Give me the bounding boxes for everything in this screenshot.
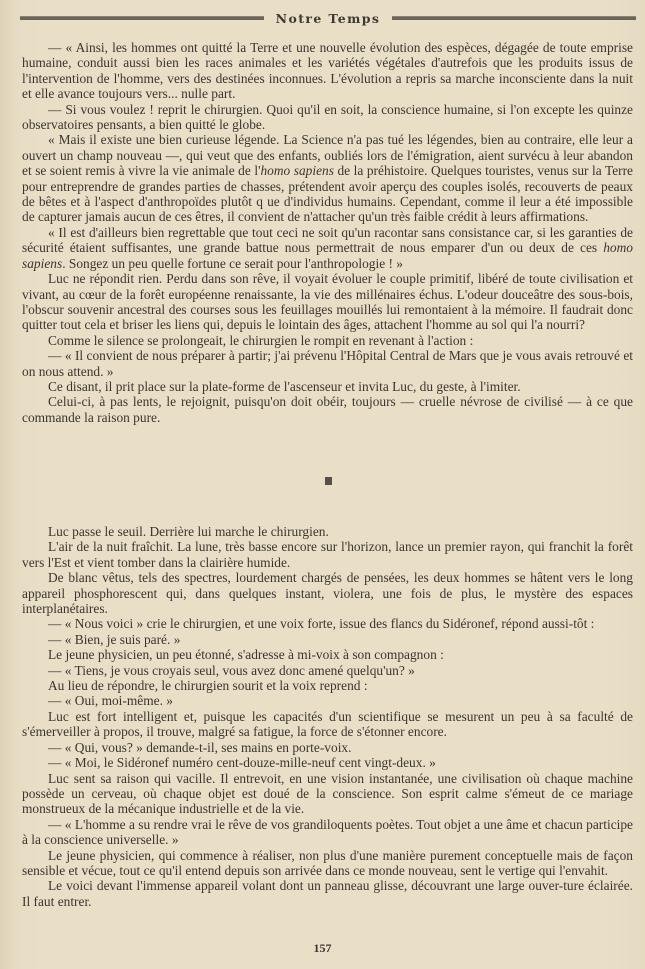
paragraph: Luc passe le seuil. Derrière lui marche le chirurgien. bbox=[48, 524, 329, 539]
running-header bbox=[20, 10, 636, 26]
section-1-text bbox=[22, 40, 633, 425]
paragraph: Le jeune physicien, un peu étonné, s'adresse à mi-voix à son compagnon : bbox=[48, 647, 444, 663]
paragraph: L'air de la nuit fraîchit. La lune, très basse encore sur l'horizon, lance un premier rayon, qui franchit la forêt vers l'Est et vient tomber dans la clairière humide. bbox=[22, 539, 633, 570]
paragraph: — « Il convient de nous préparer à partir; j'ai prévenu l'Hôpital Central de Mars que je vous avais retrouvé et on nous attend. » bbox=[22, 348, 633, 379]
text-run: « Mais il existe une bien curieuse légende. La Science n'a pas tué les légendes, bien au contraire, elle leur a ouvert un champ nouveau —, qui veut que des enfants, oubliés lors de l'émigration, aient survécu à leur abandon et se soient remis à vivre la vie animale de l' bbox=[22, 132, 633, 179]
section-2-text bbox=[22, 524, 633, 909]
paragraph: Au lieu de répondre, le chirurgien sourit et la voix reprend : bbox=[48, 678, 368, 694]
paragraph: Luc ne répondit rien. Perdu dans son rêve, il voyait évoluer le couple primitif, libéré de toute civilisation et vivant, au cœur de la forêt européenne renaissante, la vie des millénaires échus. L'odeur douceâtre des sous-bois, l'obscur souvenir ancestral des courses sous les feuillages mouillés lui remontaient à la mémoire. Il faudrait donc quitter tout cela et briser les liens qui, depuis le lointain des âges, attachent l'homme au sol qui l'a nourri? bbox=[22, 271, 633, 333]
text-run: de la préhistoire. Quelques touristes, venus sur la Terre pour entreprendre de grandes parties de chasses, prétendent avoir aperçu des couples isolés, recouverts de peaux de bêtes et à l'aspect d'anthropoïdes plutôt q ue d'individus humains. Cependant, comme il leur a été impossible de capturer jamais aucun de ces êtres, il convient de n'attacher qu'un très faible crédit à leurs affirmations. bbox=[22, 163, 634, 225]
paragraph bbox=[22, 132, 633, 224]
italic-term: homo sapiens bbox=[22, 240, 633, 271]
paragraph: — « Bien, je suis paré. » bbox=[48, 631, 181, 647]
header-rule-right bbox=[392, 16, 636, 20]
paragraph: — « Oui, moi-même. » bbox=[48, 693, 173, 709]
paragraph: — « Moi, le Sidéronef numéro cent-douze-mille-neuf cent vingt-deux. » bbox=[48, 755, 436, 771]
paragraph: Luc sent sa raison qui vacille. Il entrevoit, en une vision instantanée, une civilisation où chaque machine possède un cerveau, où chaque objet est doué de la conscience. Son esprit calme s'émeut de ce mariage monstrueux de la mécanique industrielle et de la vie. bbox=[22, 770, 633, 817]
journal-title: Notre Temps bbox=[275, 10, 381, 26]
paragraph: — « Nous voici » crie le chirurgien, et une voix forte, issue des flancs du Sidéronef, répond aussi-tôt : bbox=[48, 616, 595, 632]
paragraph: Celui-ci, à pas lents, le rejoignit, puisqu'on doit obéir, toujours — cruelle névrose de civilisé — à ce que commande la raison pure. bbox=[22, 394, 633, 425]
paragraph: — « Ainsi, les hommes ont quitté la Terre et une nouvelle évolution des espèces, dégagée de toute emprise humaine, conduit aussi bien les races animales et les variétés végétales d'autrefois que les produits issus de l'intervention de l'homme, vers des destinées inconnues. L'évolution a repris sa marche inconsciente dans la nuit et elle avance toujours vers... nulle part. bbox=[22, 40, 633, 102]
paragraph: De blanc vêtus, tels des spectres, lourdement chargés de pensées, les deux hommes se hâtent vers le long appareil phosphorescent qui, dans quelques instant, violera, une fois de plus, le mystère des espaces interplanétaires. bbox=[22, 570, 633, 617]
paragraph: — « Qui, vous? » demande-t-il, ses mains en porte-voix. bbox=[48, 739, 352, 755]
text-run: . Songez un peu quelle fortune ce serait pour l'anthropologie ! » bbox=[62, 255, 403, 271]
paragraph: Comme le silence se prolongeait, le chirurgien le rompit en revenant à l'action : bbox=[48, 332, 474, 348]
paragraph: Ce disant, il prit place sur la plate-forme de l'ascenseur et invita Luc, du geste, à l'imiter. bbox=[48, 378, 521, 394]
italic-term: homo sapiens bbox=[260, 163, 334, 179]
section-break-square-icon bbox=[325, 477, 332, 485]
text-run: « Il est d'ailleurs bien regrettable que tout ceci ne soit qu'un racontar sans consistance car, si les garanties de sécurité étaient suffisantes, une grande battue nous permettrait de nous emparer d'un ou deux de ces bbox=[22, 224, 633, 256]
paragraph: — « Tiens, je vous croyais seul, vous avez donc amené quelqu'un? » bbox=[48, 662, 415, 678]
paragraph: Le voici devant l'immense appareil volant dont un panneau glisse, découvrant une large ouver-ture éclairée. Il faut entrer. bbox=[22, 878, 633, 909]
page-number: 157 bbox=[313, 941, 332, 955]
paragraph: Le jeune physicien, qui commence à réaliser, non plus d'une manière purement conceptuelle mais de façon sensible et vécue, tout ce qu'il entend depuis son arrivée dans ce monde nouveau, sent le vertige qui l'envahit. bbox=[22, 847, 633, 878]
paragraph: — Si vous voulez ! reprit le chirurgien. Quoi qu'il en soit, la conscience humaine, si l'on excepte les quinze observatoires pensants, a bien quitté le globe. bbox=[22, 101, 633, 133]
paragraph: — « L'homme a su rendre vrai le rêve de vos grandiloquents poètes. Tout objet a une âme et chacun participe à la conscience universelle. » bbox=[22, 816, 633, 848]
paragraph bbox=[22, 225, 633, 271]
paragraph: Luc est fort intelligent et, puisque les capacités d'un scientifique se mesurent un peu à sa faculté de s'émerveiller à propos, il trouve, malgré sa fatigue, la force de s'étonner encore. bbox=[22, 708, 633, 740]
header-rule-left bbox=[20, 16, 264, 20]
